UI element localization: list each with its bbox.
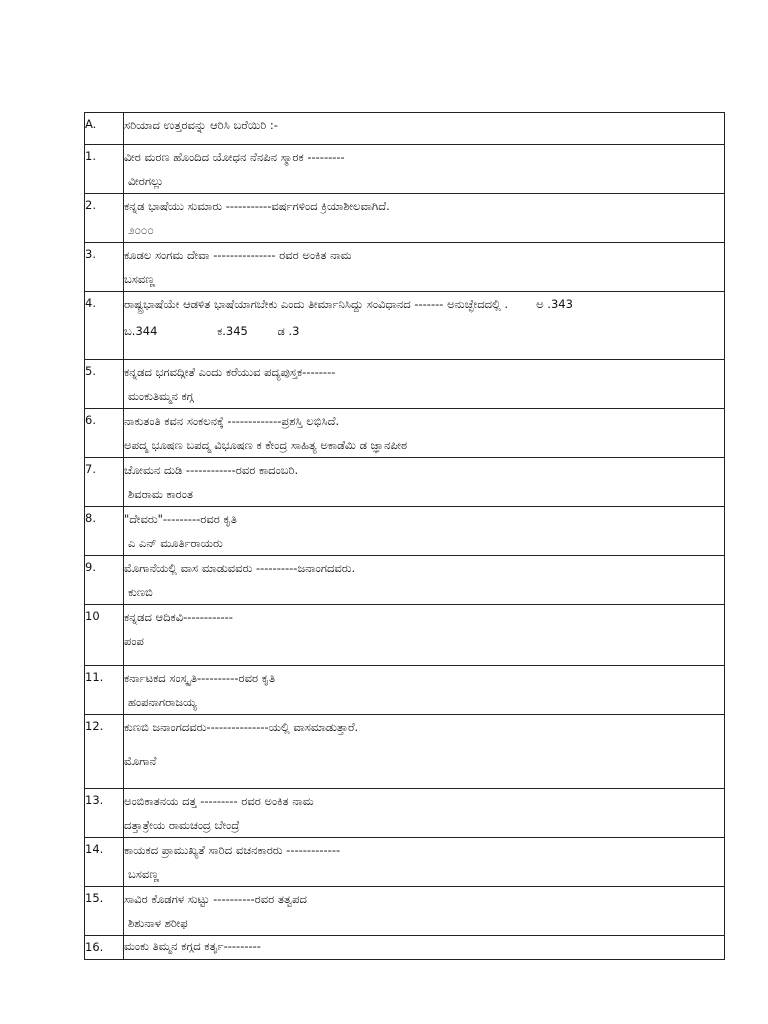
question-text: "ದೇವರು"---------ರವರ ಕೃತಿ — [124, 512, 237, 526]
row-content-cell — [124, 887, 725, 936]
row-number: 8. — [85, 511, 96, 525]
row-number: 2. — [85, 198, 96, 212]
row-number-cell — [85, 887, 124, 936]
table-row — [85, 887, 725, 936]
table-row — [85, 243, 725, 292]
table-row — [85, 409, 725, 458]
row-number: 7. — [85, 462, 96, 476]
row-number: 9. — [85, 560, 96, 574]
table-row — [85, 789, 725, 838]
question-text: ಚೋಮನ ದುಡಿ ------------ರವರ ಕಾದಂಬರಿ. — [124, 463, 299, 477]
row-number-cell — [85, 666, 124, 715]
option-d: ಡ .3 — [277, 324, 300, 338]
answer-text: ಬಸವಣ್ಣ — [124, 272, 156, 286]
row-number: A. — [85, 117, 97, 131]
row-number: 12. — [85, 719, 104, 733]
answer-text: ವೀರಗಲ್ಲು — [128, 174, 164, 188]
table-row — [85, 936, 725, 960]
row-number-cell — [85, 292, 124, 360]
row-content-cell — [124, 936, 725, 960]
answer-text: ದತ್ತಾತ್ರೇಯ ರಾಮಚಂದ್ರ ಬೇಂದ್ರೆ — [124, 818, 240, 832]
row-content-cell — [124, 458, 725, 507]
option-a: ಅ .343 — [536, 297, 573, 311]
question-text: ಮೊಗಾನೆಯಲ್ಲಿ ವಾಸ ಮಾಡುವವರು ----------ಜನಾಂಗದವರು. — [124, 561, 356, 575]
row-number: 16. — [85, 940, 104, 954]
row-number: 13. — [85, 793, 104, 807]
row-number: 6. — [85, 413, 96, 427]
option-b: ಬ.344 — [124, 324, 158, 338]
question-text: ಕನ್ನಡ ಭಾಷೆಯು ಸುಮಾರು -----------ವರ್ಷಗಳಿಂದ ಕ್ರಿಯಾಶೀಲವಾಗಿದೆ. — [124, 199, 390, 213]
answer-text: ಹಂಪನಾಗರಾಜಯ್ಯ — [128, 695, 197, 709]
table-row — [85, 838, 725, 887]
question-text: ನಾಕುತಂತಿ ಕವನ ಸಂಕಲನಕ್ಕೆ -------------ಪ್ರಶಸ್ತಿ ಲಭಿಸಿದೆ. — [124, 414, 340, 428]
row-number-cell — [85, 113, 124, 145]
row-number: 15. — [85, 891, 104, 905]
question-text: ಕನ್ನಡದ ಆದಿಕವಿ------------ — [124, 610, 233, 624]
question-table — [84, 112, 725, 960]
answer-text: ೨೦೦೦ — [128, 223, 154, 237]
question-text: ವೀರ ಮರಣ ಹೊಂದಿದ ಯೋಧನ ನೆನಪಿನ ಸ್ಮಾರಕ --------- — [124, 150, 345, 164]
question-text: ಕಾಯಕದ ಪ್ರಾಮುಖ್ಯತೆ ಸಾರಿದ ವಚನಕಾರರು ------------- — [124, 843, 341, 857]
row-content-cell — [124, 145, 725, 194]
question-text: ಕನ್ನಡದ ಭಗವದ್ಗೀತೆ ಎಂದು ಕರೆಯುವ ಪದ್ಯಪುಸ್ತಕ-------- — [124, 365, 336, 379]
row-number: 11. — [85, 670, 104, 684]
row-number: 10 — [85, 609, 100, 623]
row-number-cell — [85, 360, 124, 409]
question-text: ಸಾವಿರ ಕೊಡಗಳ ಸುಟ್ಟು ----------ರವರ ತತ್ವಪದ — [124, 892, 307, 906]
option-c: ಕ.345 — [217, 324, 248, 338]
row-number-cell — [85, 556, 124, 605]
instruction-text: ಸರಿಯಾದ ಉತ್ತರವನ್ನು ಆರಿಸಿ ಬರೆಯಿರಿ :- — [124, 118, 278, 132]
row-number: 1. — [85, 149, 96, 163]
row-content-cell — [124, 113, 725, 145]
answer-text: ಶಿಶುನಾಳ ಶರೀಫ — [128, 916, 188, 930]
row-number-cell — [85, 409, 124, 458]
answer-text: ಎ ಎನ್ ಮೂರ್ತಿರಾಯರು — [128, 536, 223, 550]
answer-text: ಮಂಕುತಿಮ್ಮನ ಕಗ್ಗ — [128, 389, 194, 403]
row-number-cell — [85, 194, 124, 243]
options-line — [124, 319, 724, 343]
answer-text: ಬಸವಣ್ಣ — [128, 867, 160, 881]
row-content-cell — [124, 409, 725, 458]
table-row — [85, 605, 725, 666]
table-row — [85, 507, 725, 556]
question-text — [124, 292, 724, 316]
question-text: ಅಂಬಿಕಾತನಯ ದತ್ತ --------- ರವರ ಅಂಕಿತ ನಾಮ — [124, 794, 314, 808]
row-content-cell — [124, 194, 725, 243]
row-number: 3. — [85, 247, 96, 261]
table-row — [85, 292, 725, 360]
row-content-cell — [124, 292, 725, 360]
row-number: 4. — [85, 296, 96, 310]
row-content-cell — [124, 243, 725, 292]
answer-text: ಪಂಪ — [124, 634, 144, 648]
row-content-cell — [124, 838, 725, 887]
row-content-cell — [124, 507, 725, 556]
question-stem: ರಾಷ್ಟ್ರಭಾಷೆಯೇ ಆಡಳಿತ ಭಾಷೆಯಾಗಬೇಕು ಎಂದು ತೀರ್ಮಾನಿಸಿದ್ದು ಸಂವಿಧಾನದ ------- ಅನುಚ್ಛೇದದಲ್ಲಿ . — [124, 297, 509, 311]
row-content-cell — [124, 556, 725, 605]
answer-text: ಶಿವರಾಮ ಕಾರಂತ — [128, 487, 193, 501]
question-text: ಕುಣಬಿ ಜನಾಂಗದವರು---------------ಯಲ್ಲಿ ವಾಸಮಾಡುತ್ತಾರೆ. — [124, 720, 359, 734]
row-number-cell — [85, 243, 124, 292]
row-number-cell — [85, 715, 124, 789]
row-content-cell — [124, 666, 725, 715]
row-content-cell — [124, 789, 725, 838]
row-content-cell — [124, 715, 725, 789]
row-number-cell — [85, 605, 124, 666]
row-content-cell — [124, 360, 725, 409]
table-row — [85, 145, 725, 194]
answer-text: ಕುಣಬಿ — [128, 585, 153, 599]
question-text: ಕರ್ನಾಟಕದ ಸಂಸ್ಕೃತಿ----------ರವರ ಕೃತಿ — [124, 671, 276, 685]
answer-text: ಮೊಗಾನೆ — [124, 754, 157, 768]
table-row — [85, 458, 725, 507]
row-content-cell — [124, 605, 725, 666]
table-row — [85, 360, 725, 409]
row-number-cell — [85, 145, 124, 194]
answer-text: ಅಪದ್ಮ ಭೂಷಣ ಬಪದ್ಮ ವಿಭೂಷಣ ಕ ಕೇಂದ್ರ ಸಾಹಿತ್ಯ ಅಕಾಡೆಮಿ ಡ ಜ್ಞಾನಪೀಠ — [124, 438, 408, 452]
row-number-cell — [85, 507, 124, 556]
row-number-cell — [85, 458, 124, 507]
table-row — [85, 666, 725, 715]
question-text: ಕೂಡಲ ಸಂಗಮ ದೇವಾ --------------- ರವರ ಅಂಕಿತ ನಾಮ — [124, 248, 352, 262]
row-number: 5. — [85, 364, 96, 378]
table-row — [85, 194, 725, 243]
row-number-cell — [85, 789, 124, 838]
table-row — [85, 715, 725, 789]
row-number: 14. — [85, 842, 104, 856]
row-number-cell — [85, 838, 124, 887]
table-row — [85, 113, 725, 145]
table-row — [85, 556, 725, 605]
row-number-cell — [85, 936, 124, 960]
question-text: ಮಂಕು ತಿಮ್ಮನ ಕಗ್ಗದ ಕರ್ತೃ--------- — [124, 939, 261, 953]
